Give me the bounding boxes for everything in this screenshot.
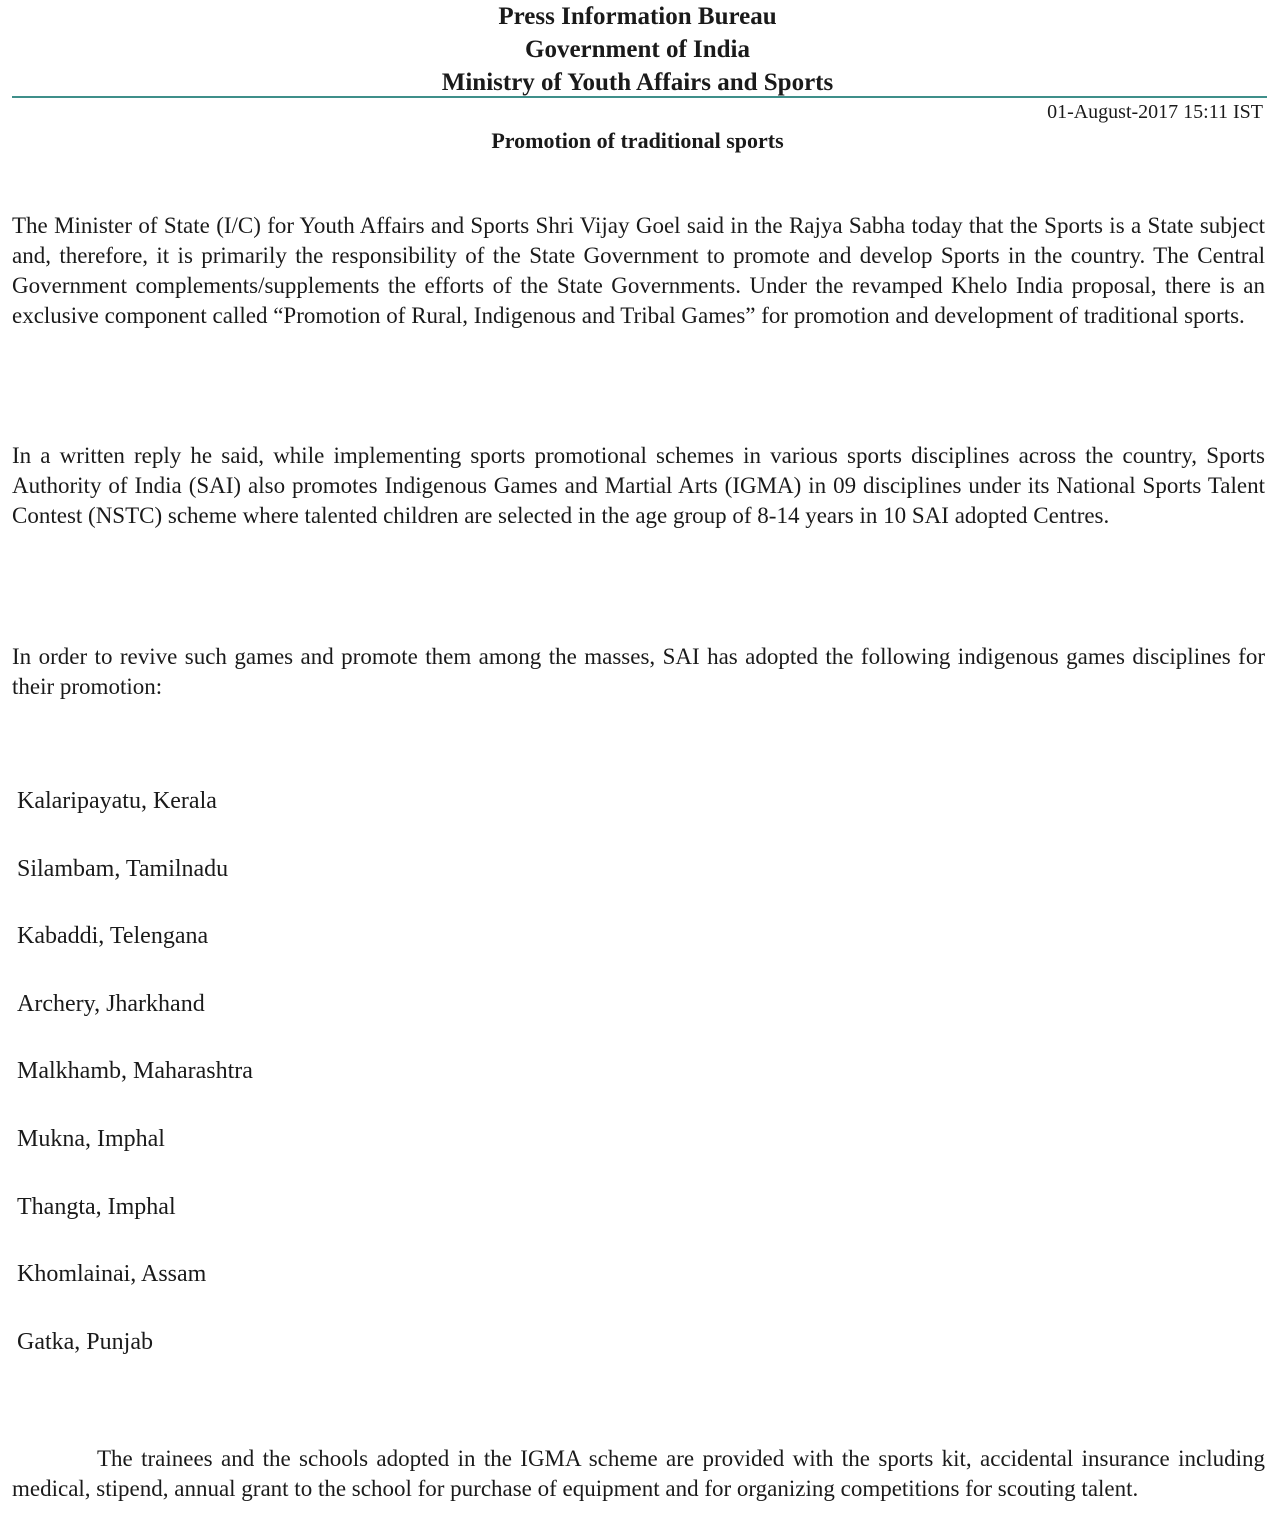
ministry-name: Ministry of Youth Affairs and Sports (441, 69, 834, 96)
government-name: Government of India (525, 36, 750, 63)
paragraph-intro: The Minister of State (I/C) for Youth Affairs and Sports Shri Vijay Goel said in the Rajya Sabha today that the Sports is a State subject and, therefore, it is primarily the responsibility of the State Government to promote and develop Sports in the country. The Central Government complements/supplements the efforts of the State Governments. Under the revamped Khelo India proposal, there is an exclusive component called “Promotion of Rural, Indigenous and Tribal Games” for promotion and development of traditional sports. (12, 213, 1265, 328)
paragraph-written-reply: In a written reply he said, while implementing sports promotional schemes in various sports disciplines across the country, Sports Authority of India (SAI) also promotes Indigenous Games and Martial Arts (IGMA) in 09 disciplines under its National Sports Talent Contest (NSTC) scheme where talented children are selected in the age group of 8-14 years in 10 SAI adopted Centres. (12, 443, 1265, 528)
list-item: Malkhamb, Maharashtra (17, 1058, 253, 1085)
list-item: Kalaripayatu, Kerala (17, 788, 217, 814)
list-item: Silambam, Tamilnadu (17, 855, 229, 882)
list-item: Thangta, Imphal (17, 1193, 176, 1220)
list-item: Archery, Jharkhand (17, 990, 205, 1017)
organization-name: Press Information Bureau (498, 3, 777, 30)
list-item: Kabaddi, Telengana (17, 923, 209, 950)
list-item: Mukna, Imphal (17, 1125, 165, 1152)
list-item: Khomlainai, Assam (17, 1261, 207, 1288)
paragraph-benefits: The trainees and the schools adopted in the IGMA scheme are provided with the sports kit, accidental insurance including medical, stipend, annual grant to the school for purchase of equipment and for organizing competitions for scouting talent. (12, 1446, 1265, 1501)
paragraph-revival: In order to revive such games and promote them among the masses, SAI has adopted the following indigenous games disciplines for their promotion: (12, 644, 1265, 699)
header-divider (12, 96, 1267, 98)
release-title: Promotion of traditional sports (491, 128, 784, 153)
list-item: Gatka, Punjab (17, 1328, 153, 1355)
document-header (0, 0, 1275, 99)
games-list (17, 786, 253, 1394)
release-timestamp: 01-August-2017 15:11 IST (1047, 101, 1263, 123)
